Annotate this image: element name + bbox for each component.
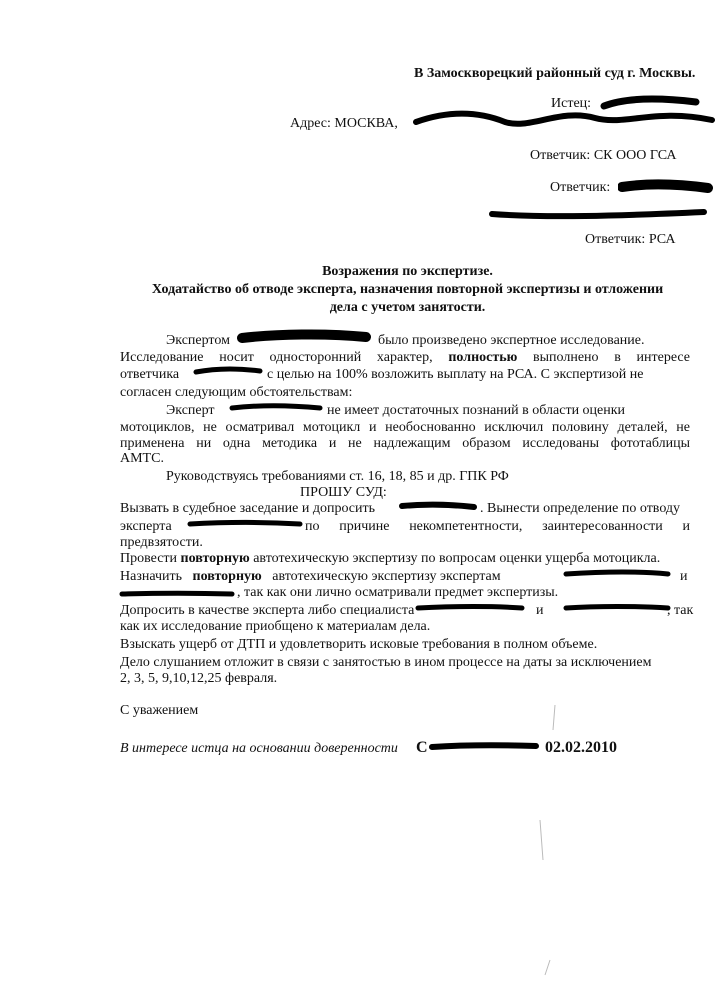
body-text <box>120 551 660 567</box>
redaction-mark <box>562 600 672 614</box>
regards: С уважением <box>120 703 199 718</box>
scan-artifact <box>515 700 575 980</box>
body-text: не имеет достаточных познаний в области оценки <box>327 403 626 418</box>
document-subtitle: Ходатайство об отводе эксперта, назначения повторной экспертизы и отложении <box>151 282 664 297</box>
body-text: Руководствуясь требованиями ст. 16, 18, 85 и др. ГПК РФ <box>166 469 509 484</box>
body-text-part: Провести <box>120 551 178 566</box>
body-text: Дело слушанием отложит в связи с занятостью в ином процессе на даты за исключением <box>120 655 652 670</box>
body-text: Вызвать в судебное заседание и допросить <box>120 501 376 516</box>
body-text: эксперта <box>120 519 172 534</box>
body-text: ответчика <box>120 367 180 382</box>
body-text: мотоциклов, не осматривал мотоцикл и необоснованно исключил половину деталей, не <box>120 420 690 435</box>
redaction-mark <box>486 202 711 222</box>
body-text: , так <box>667 603 694 618</box>
signature-line: В интересе истца на основании доверенности <box>120 741 398 756</box>
body-text <box>120 569 501 585</box>
redaction-mark <box>618 178 713 196</box>
body-text-part: Исследование носит односторонний характер, <box>120 350 433 365</box>
redaction-mark <box>228 400 324 414</box>
body-text: согласен следующим обстоятельствам: <box>120 385 353 400</box>
body-text-part: Назначить <box>120 569 183 584</box>
address-label: Адрес: МОСКВА, <box>290 116 398 131</box>
document-subtitle-cont: дела с учетом занятости. <box>329 300 486 315</box>
emphasis: повторную <box>192 569 262 584</box>
redaction-mark <box>562 566 672 580</box>
body-text-part: выполнено в интересе <box>533 350 691 365</box>
emphasis: полностью <box>448 350 518 365</box>
document-date: 02.02.2010 <box>545 739 617 756</box>
body-text: как их исследование приобщено к материалам дела. <box>120 619 431 634</box>
body-text: и <box>680 569 688 584</box>
body-text: с целью на 100% возложить выплату на РСА. С экспертизой не <box>267 367 644 382</box>
redaction-mark <box>118 586 236 600</box>
redaction-mark <box>192 364 264 378</box>
body-text: Экспертом <box>166 333 230 348</box>
court-name: В Замоскворецкий районный суд г. Москвы. <box>414 66 696 81</box>
redaction-mark <box>186 516 304 530</box>
plaintiff-label: Истец: <box>551 96 592 111</box>
body-text: Взыскать ущерб от ДТП и удовлетворить исковые требования в полном объеме. <box>120 637 598 652</box>
redaction-mark <box>236 328 371 348</box>
redaction-mark <box>398 498 478 514</box>
emphasis: повторную <box>180 551 250 566</box>
body-text: 2, 3, 5, 9,10,12,25 февраля. <box>120 671 278 686</box>
defendant-2-label: Ответчик: <box>550 180 611 195</box>
body-text: было произведено экспертное исследование. <box>378 333 645 348</box>
document-title: Возражения по экспертизе. <box>322 264 493 279</box>
body-text: АМТС. <box>120 451 164 466</box>
defendant-3: Ответчик: РСА <box>585 232 676 247</box>
body-text: Эксперт <box>166 403 215 418</box>
signature-initial: С <box>416 739 428 756</box>
defendant-1: Ответчик: СК ООО ГСА <box>530 148 677 163</box>
redaction-mark <box>414 600 526 614</box>
body-text: предвзятости. <box>120 535 203 550</box>
redaction-mark <box>410 104 720 134</box>
body-text: Допросить в качестве эксперта либо специалиста <box>120 603 415 618</box>
body-text: применена ни одна методика и не надлежащим образом исследованы фототаблицы <box>120 436 690 451</box>
body-text-part: автотехическую экспертизу экспертам <box>272 569 501 584</box>
body-text: и <box>536 603 544 618</box>
body-text: , так как они лично осматривали предмет экспертизы. <box>237 585 559 600</box>
body-text: по причине некомпетентности, заинтересованности и <box>305 519 690 534</box>
body-text-part: автотехическую экспертизу по вопросам оценки ущерба мотоцикла. <box>253 551 661 566</box>
request-heading: ПРОШУ СУД: <box>300 485 387 500</box>
body-text: . Вынести определение по отводу <box>480 501 681 516</box>
